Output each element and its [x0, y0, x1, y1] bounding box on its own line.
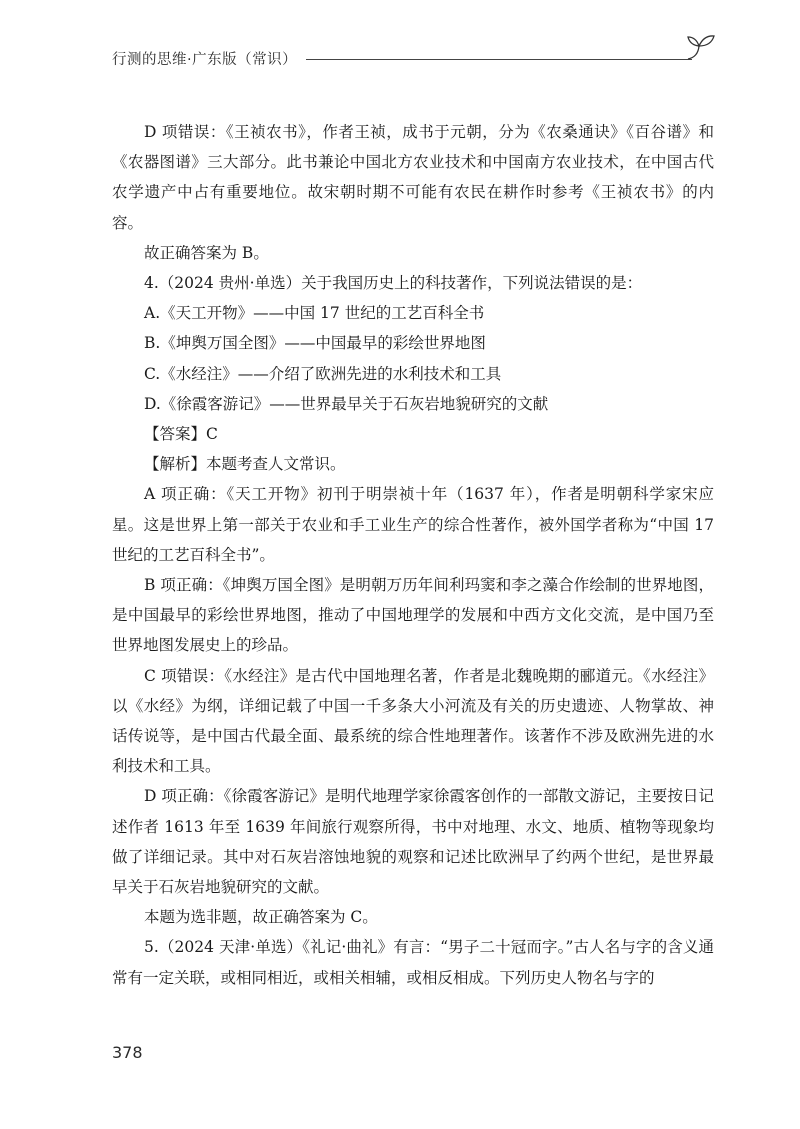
page-number: 378: [112, 1043, 143, 1062]
header-rule: [306, 59, 692, 60]
analysis-option-b: B 项正确：《坤舆万国全图》是明朝万历年间利玛窦和李之藻合作绘制的世界地图，是中国最早的彩绘世界地图，推动了中国地理学的发展和中西方文化交流，是中国乃至世界地图发展史上的珍品。: [112, 576, 714, 655]
question-4-option-b: B.《坤舆万国全图》——中国最早的彩绘世界地图: [144, 334, 486, 353]
analysis-label: 【解析】本题考查人文常识。: [144, 455, 346, 474]
question-4-option-a: A.《天工开物》——中国 17 世纪的工艺百科全书: [144, 304, 485, 323]
conclusion: 本题为选非题，故正确答案为 C。: [144, 908, 378, 927]
question-5-stem: 5.（2024 天津·单选）《礼记·曲礼》有言：“男子二十冠而字。”古人名与字的含义通常有一定关联，或相同相近，或相关相辅，或相反相成。下列历史人物名与字的: [112, 938, 714, 987]
question-4-stem: 4.（2024 贵州·单选）关于我国历史上的科技著作，下列说法错误的是：: [144, 274, 643, 293]
header-title: 行测的思维·广东版（常识）: [112, 52, 298, 68]
sprout-icon: [684, 32, 718, 64]
question-4-option-d: D.《徐霞客游记》——世界最早关于石灰岩地貌研究的文献: [144, 394, 549, 413]
analysis-option-d: D 项正确：《徐霞客游记》是明代地理学家徐霞客创作的一部散文游记，主要按日记述作者 1613 年至 1639 年间旅行观察所得，书中对地理、水文、地质、植物等现象均做了详细记录。其中对石灰岩溶蚀地貌的观察和记述比欧洲早了约两个世纪，是世界最早关于石灰岩地貌研究的文献。: [112, 787, 714, 897]
question-4-option-c: C.《水经注》——介绍了欧洲先进的水利技术和工具: [144, 364, 502, 383]
analysis-option-a: A 项正确：《天工开物》初刊于明崇祯十年（1637 年），作者是明朝科学家宋应星。这是世界上第一部关于农业和手工业生产的综合性著作，被外国学者称为“中国 17 世纪的工艺百科全书”。: [112, 485, 714, 564]
paragraph-option-d-wangzhen: D 项错误：《王祯农书》，作者王祯，成书于元朝，分为《农桑通诀》《百谷谱》和《农器图谱》三大部分。此书兼论中国北方农业技术和中国南方农业技术，在中国古代农学遗产中占有重要地位。故宋朝时期不可能有农民在耕作时参考《王祯农书》的内容。: [112, 123, 714, 232]
answer-label: 【答案】C: [144, 425, 218, 444]
analysis-option-c: C 项错误：《水经注》是古代中国地理名著，作者是北魏晚期的郦道元。《水经注》以《水经》为纲，详细记载了中国一千多条大小河流及有关的历史遗迹、人物掌故、神话传说等，是中国古代最全面、最系统的综合性地理著作。该著作不涉及欧洲先进的水利技术和工具。: [112, 666, 714, 776]
page-content: [112, 117, 714, 993]
running-header: [112, 46, 716, 76]
paragraph-answer-b: 故正确答案为 B。: [144, 243, 269, 262]
